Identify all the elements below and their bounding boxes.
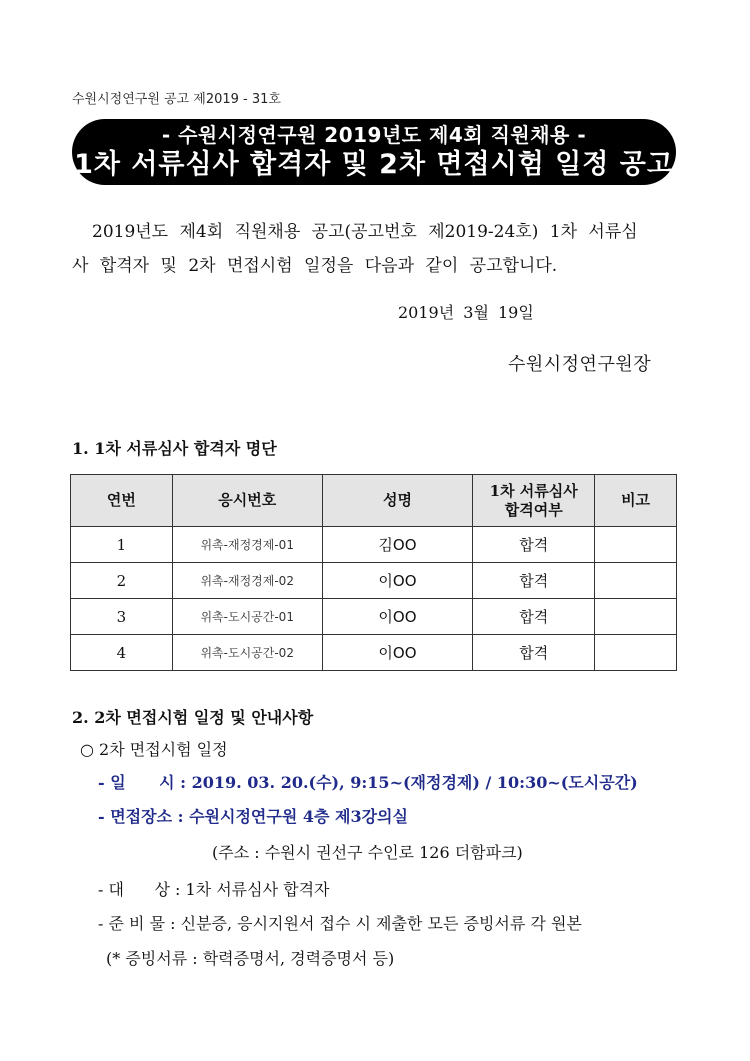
cell-app-no: 위촉-재정경제-02 bbox=[172, 563, 322, 599]
header-note: 비고 bbox=[595, 475, 677, 527]
schedule-value: 2019. 03. 20.(수), 9:15~(재정경제) / 10:30~(도시공간) bbox=[191, 773, 638, 792]
cell-note bbox=[595, 635, 677, 671]
schedule-line bbox=[98, 770, 638, 793]
results-table bbox=[70, 474, 677, 671]
cell-result: 합격 bbox=[473, 599, 595, 635]
banner-title: 1차 서류심사 합격자 및 2차 면접시험 일정 공고 bbox=[74, 149, 674, 180]
section2-title: 2. 2차 면접시험 일정 및 안내사항 bbox=[72, 708, 314, 727]
cell-no: 2 bbox=[71, 563, 173, 599]
prep-label: - 준 비 물 : bbox=[98, 914, 176, 933]
target-value: 1차 서류심사 합격자 bbox=[185, 880, 330, 899]
target-label: - 대 상 : bbox=[98, 880, 181, 899]
prep-value: 신분증, 응시지원서 접수 시 제출한 모든 증빙서류 각 원본 bbox=[180, 914, 582, 933]
documents-note: (* 증빙서류 : 학력증명서, 경력증명서 등) bbox=[106, 949, 395, 968]
intro-line-2: 사 합격자 및 2차 면접시험 일정을 다음과 같이 공고합니다. bbox=[72, 256, 558, 276]
cell-result: 합격 bbox=[473, 527, 595, 563]
cell-name: 이OO bbox=[322, 635, 473, 671]
header-result-line1: 1차 서류심사 bbox=[489, 481, 578, 500]
table-row bbox=[71, 527, 677, 563]
title-banner bbox=[72, 119, 676, 185]
intro-paragraph bbox=[72, 215, 678, 283]
table-header-row bbox=[71, 475, 677, 527]
cell-app-no: 위촉-도시공간-02 bbox=[172, 635, 322, 671]
announcement-date: 2019년 3월 19일 bbox=[398, 303, 534, 322]
table-row bbox=[71, 599, 677, 635]
cell-name: 이OO bbox=[322, 563, 473, 599]
issuer-name: 수원시정연구원장 bbox=[508, 354, 652, 375]
cell-name: 김OO bbox=[322, 527, 473, 563]
intro-line-1: 2019년도 제4회 직원채용 공고(공고번호 제2019-24호) 1차 서류심 bbox=[92, 222, 638, 242]
document-number: 수원시정연구원 공고 제2019 - 31호 bbox=[72, 92, 281, 107]
cell-note bbox=[595, 563, 677, 599]
cell-result: 합격 bbox=[473, 635, 595, 671]
header-result bbox=[473, 475, 595, 527]
cell-app-no: 위촉-재정경제-01 bbox=[172, 527, 322, 563]
target-line bbox=[98, 877, 330, 900]
cell-name: 이OO bbox=[322, 599, 473, 635]
place-value: 수원시정연구원 4층 제3강의실 bbox=[189, 807, 408, 826]
header-no: 연번 bbox=[71, 475, 173, 527]
cell-note bbox=[595, 527, 677, 563]
cell-no: 3 bbox=[71, 599, 173, 635]
prep-line bbox=[98, 911, 582, 934]
table-row bbox=[71, 635, 677, 671]
section1-title: 1. 1차 서류심사 합격자 명단 bbox=[72, 439, 277, 458]
cell-no: 4 bbox=[71, 635, 173, 671]
banner-subtitle: - 수원시정연구원 2019년도 제4회 직원채용 - bbox=[161, 123, 587, 147]
table-row bbox=[71, 563, 677, 599]
interview-schedule-subheading: ○ 2차 면접시험 일정 bbox=[80, 740, 228, 759]
cell-note bbox=[595, 599, 677, 635]
cell-no: 1 bbox=[71, 527, 173, 563]
schedule-label: - 일 시 : bbox=[98, 773, 187, 792]
header-app-no: 응시번호 bbox=[172, 475, 322, 527]
place-label: - 면접장소 : bbox=[98, 807, 184, 826]
cell-result: 합격 bbox=[473, 563, 595, 599]
cell-app-no: 위촉-도시공간-01 bbox=[172, 599, 322, 635]
place-line bbox=[98, 804, 408, 827]
header-result-line2: 합격여부 bbox=[504, 500, 563, 519]
header-name: 성명 bbox=[322, 475, 473, 527]
address-line: (주소 : 수원시 권선구 수인로 126 더함파크) bbox=[212, 843, 523, 862]
